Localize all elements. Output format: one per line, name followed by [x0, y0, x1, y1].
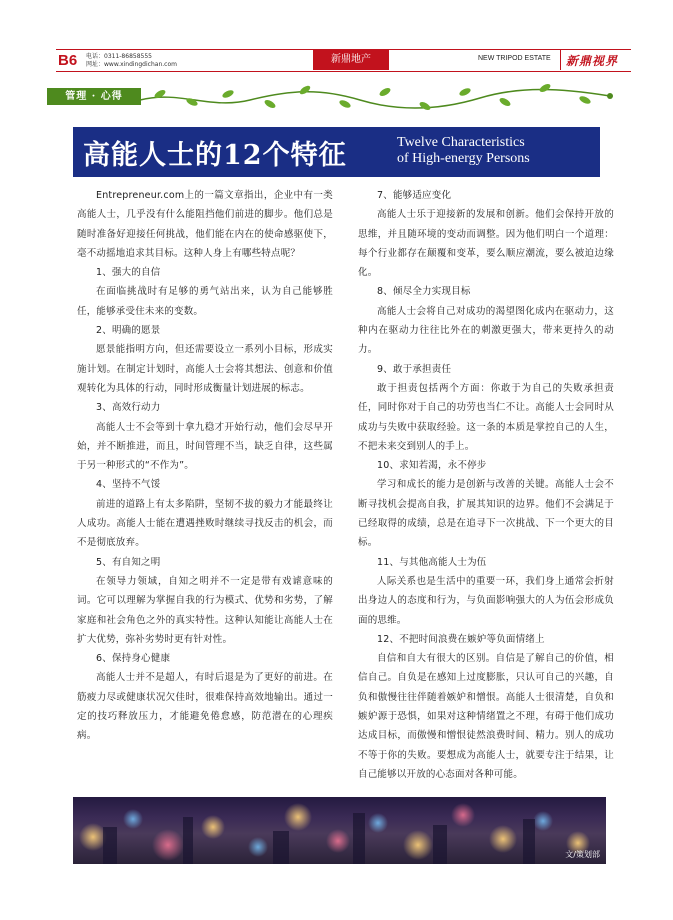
city-night-photo — [73, 797, 606, 864]
right-paragraph: 高能人士乐于迎接新的发展和创新。他们会保持开放的思维，并且随环境的变动而调整。因为他们明白一个道理：每个行业都存在颠覆和变革，要么顺应潮流，要么被迫边缘化。 — [358, 209, 614, 279]
right-paragraph: 高能人士会将自己对成功的渴望图化成内在驱动力，这种内在驱动力往往比外在的刺激更强大，带来更持久的动力。 — [358, 305, 614, 356]
vine-decoration-icon — [140, 80, 620, 114]
left-paragraph: Entrepreneur.com上的一篇文章指出，企业中有一类高能人士，几乎没有什么能阻挡他们前进的脚步。他们总是随时准备好迎接任何挑战，他们能在内在的使命感驱使下，毫不动摇地追求其目标。这种人身上有哪些特点呢？ — [77, 190, 333, 259]
right-heading: 12、不把时间浪费在嫉妒等负面情绪上 — [377, 633, 545, 645]
right-paragraph: 敢于担责包括两个方面：你敢于为自己的失败承担责任，同时你对于自己的功劳也当仁不让。高能人士会同时从成功与失败中获取经验。这一条的本质是掌控自己的人生，不把未来交到别人的手上。 — [358, 382, 614, 452]
right-heading: 10、求知若渴，永不停步 — [377, 460, 487, 472]
contact-website: 网址：www.xindingdichan.com — [86, 61, 177, 68]
left-heading: 3、高效行动力 — [96, 402, 161, 414]
left-paragraph: 在领导力领域，自知之明并不一定是带有戏谑意味的词。它可以理解为掌握自我的行为模式、优势和劣势，了解家庭和社会角色之外的真实特性。这种认知能让高能人士在扩大优势，弥补劣势时更有针对性。 — [77, 575, 333, 645]
left-paragraph: 前进的道路上有太多陷阱，坚韧不拔的毅力才能最终让人成功。高能人士能在遭遇挫败时继续寻找反击的机会，而不是彻底放弃。 — [77, 498, 333, 549]
article-title: 高能人士的12个特征 — [83, 140, 347, 171]
left-heading: 6、保持身心健康 — [96, 653, 171, 665]
title-banner — [73, 127, 600, 177]
title-en-line2: of High-energy Persons — [397, 151, 530, 166]
left-paragraph: 高能人士不会等到十拿九稳才开始行动，他们会尽早开始，并不断推进，而且，时间管理不当，缺乏自律，这些属于另一种形式的“不作为”。 — [77, 421, 333, 472]
right-paragraph: 自信和自大有很大的区别。自信是了解自己的价值，相信自己。自负是在感知上过度膨胀，只认可自己的兴趣，自负和傲慢往往伴随着嫉妒和憎恨。高能人士很清楚，自负和嫉妒源于恐惧，如果对这种情绪置之不理，有碍于他们成功达成目标，而傲慢和憎恨徒然浪费时间、精力。别人的成功不等于你的失败。要想成为高能人士，就要专注于结果，让自己能够以开放的心态面对各种可能。 — [358, 653, 614, 780]
right-heading: 11、与其他高能人士为伍 — [377, 556, 487, 568]
section-tag: 管理 · 心得 — [47, 88, 141, 105]
page-number: B6 — [58, 52, 78, 69]
logo-divider — [560, 50, 561, 70]
contact-phone: 电话：0311-86858555 — [86, 53, 152, 60]
left-heading: 1、强大的自信 — [96, 267, 161, 279]
left-paragraph: 在面临挑战时有足够的勇气站出来，认为自己能够胜任，能够承受住未来的变数。 — [77, 286, 333, 317]
section-box: 新鼎地产 — [313, 50, 389, 70]
left-paragraph: 高能人士并不是超人，有时后退是为了更好的前进。在筋疲力尽或健康状况欠佳时，很难保持高效地输出。通过一定的技巧释放压力，才能避免倦怠感，防范潜在的心理疾病。 — [77, 672, 333, 742]
right-column — [358, 186, 614, 784]
city-lights-icon — [73, 797, 606, 864]
left-column — [77, 186, 333, 746]
contact-info — [86, 53, 177, 69]
photo-credit: 文/策划部 — [565, 850, 600, 859]
title-en-line1: Twelve Characteristics — [397, 135, 525, 150]
right-heading: 8、倾尽全力实现目标 — [377, 286, 471, 298]
estate-label: NEW TRIPOD ESTATE — [478, 55, 551, 62]
header-rule-bottom — [56, 71, 631, 72]
right-heading: 9、敢于承担责任 — [377, 363, 452, 375]
right-paragraph: 学习和成长的能力是创新与改善的关键。高能人士会不断寻找机会提高自我，扩展其知识的边界。他们不会满足于已经取得的成绩，总是在追寻下一次挑战、下一个更大的目标。 — [358, 479, 614, 549]
article-title-en — [397, 135, 530, 167]
right-paragraph: 人际关系也是生活中的重要一环，我们身上通常会折射出身边人的态度和行为，与负面影响强大的人为伍会形成负面的思维。 — [358, 575, 614, 626]
right-heading: 7、能够适应变化 — [377, 190, 452, 201]
left-heading: 2、明确的愿景 — [96, 325, 161, 337]
page-header — [0, 44, 673, 78]
left-heading: 4、坚持不气馁 — [96, 479, 161, 491]
left-paragraph: 愿景能指明方向，但还需要设立一系列小目标，形成实施计划。在制定计划时，高能人士会将其想法、创意和价值观转化为具体的行动，同时形成衡量计划进展的标志。 — [77, 344, 333, 394]
left-heading: 5、有自知之明 — [96, 556, 161, 568]
brand-logo: 新鼎视界 — [566, 54, 619, 68]
